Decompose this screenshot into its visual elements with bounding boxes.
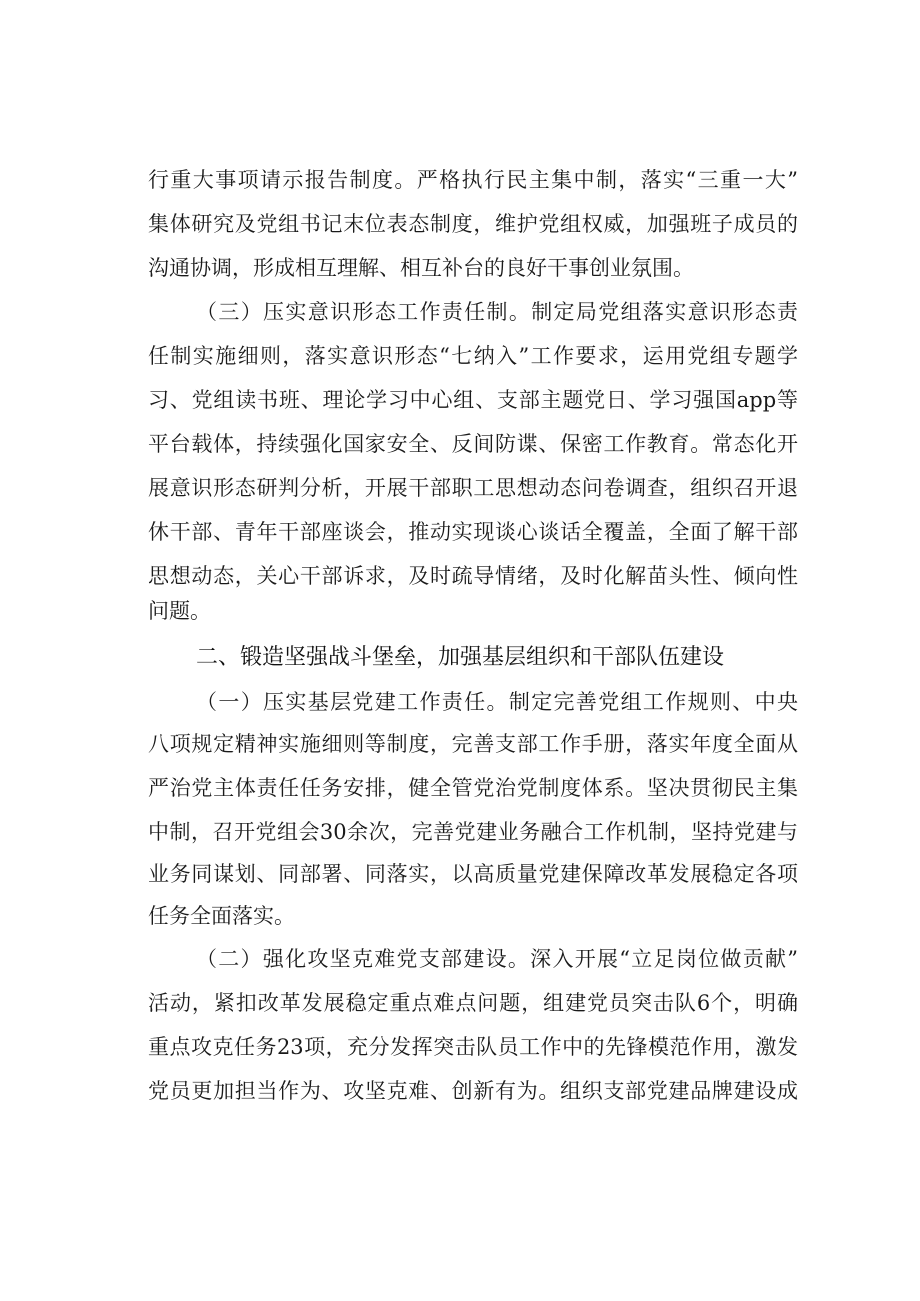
paragraph-line: 习、党组读书班、理论学习中心组、支部主题党日、学习强国app等 — [148, 388, 798, 412]
paragraph-line: 平台载体，持续强化国家安全、反间防谍、保密工作教育。常态化开 — [148, 432, 798, 456]
paragraph-line: 集体研究及党组书记末位表态制度，维护党组权威，加强班子成员的 — [148, 212, 798, 236]
paragraph-line: 问题。 — [148, 599, 211, 623]
section-heading: 二、锻造坚强战斗堡垒，加强基层组织和干部队伍建设 — [196, 645, 725, 670]
paragraph-line: （三）压实意识形态工作责任制。制定局党组落实意识形态责 — [196, 300, 798, 324]
paragraph-line: 中制，召开党组会30余次，完善党建业务融合工作机制，坚持党建与 — [148, 820, 798, 844]
paragraph-line: 沟通协调，形成相互理解、相互补台的良好干事创业氛围。 — [148, 256, 694, 280]
paragraph-line: 八项规定精神实施细则等制度，完善支部工作手册，落实年度全面从 — [148, 732, 798, 756]
paragraph-line: 行重大事项请示报告制度。严格执行民主集中制，落实“三重一大” — [148, 168, 798, 192]
paragraph-line: 活动，紧扣改革发展稳定重点难点问题，组建党员突击队6个，明确 — [148, 991, 798, 1015]
paragraph-line: 休干部、青年干部座谈会，推动实现谈心谈话全覆盖，全面了解干部 — [148, 520, 798, 544]
paragraph-line: 党员更加担当作为、攻坚克难、创新有为。组织支部党建品牌建设成 — [148, 1079, 798, 1103]
paragraph-line: （二）强化攻坚克难党支部建设。深入开展“立足岗位做贡献” — [196, 947, 798, 971]
paragraph-line: 展意识形态研判分析，开展干部职工思想动态问卷调查，组织召开退 — [148, 476, 798, 500]
paragraph-line: 重点攻克任务23项，充分发挥突击队员工作中的先锋模范作用，激发 — [148, 1035, 798, 1059]
paragraph-line: 业务同谋划、同部署、同落实，以高质量党建保障改革发展稳定各项 — [148, 862, 798, 886]
paragraph-line: 任制实施细则，落实意识形态“七纳入”工作要求，运用党组专题学 — [148, 344, 798, 368]
paragraph-line: （一）压实基层党建工作责任。制定完善党组工作规则、中央 — [196, 690, 798, 714]
paragraph-line: 思想动态，关心干部诉求，及时疏导情绪，及时化解苗头性、倾向性 — [148, 564, 798, 588]
paragraph-line: 任务全面落实。 — [148, 904, 295, 928]
paragraph-line: 严治党主体责任任务安排，健全管党治党制度体系。坚决贯彻民主集 — [148, 776, 798, 800]
